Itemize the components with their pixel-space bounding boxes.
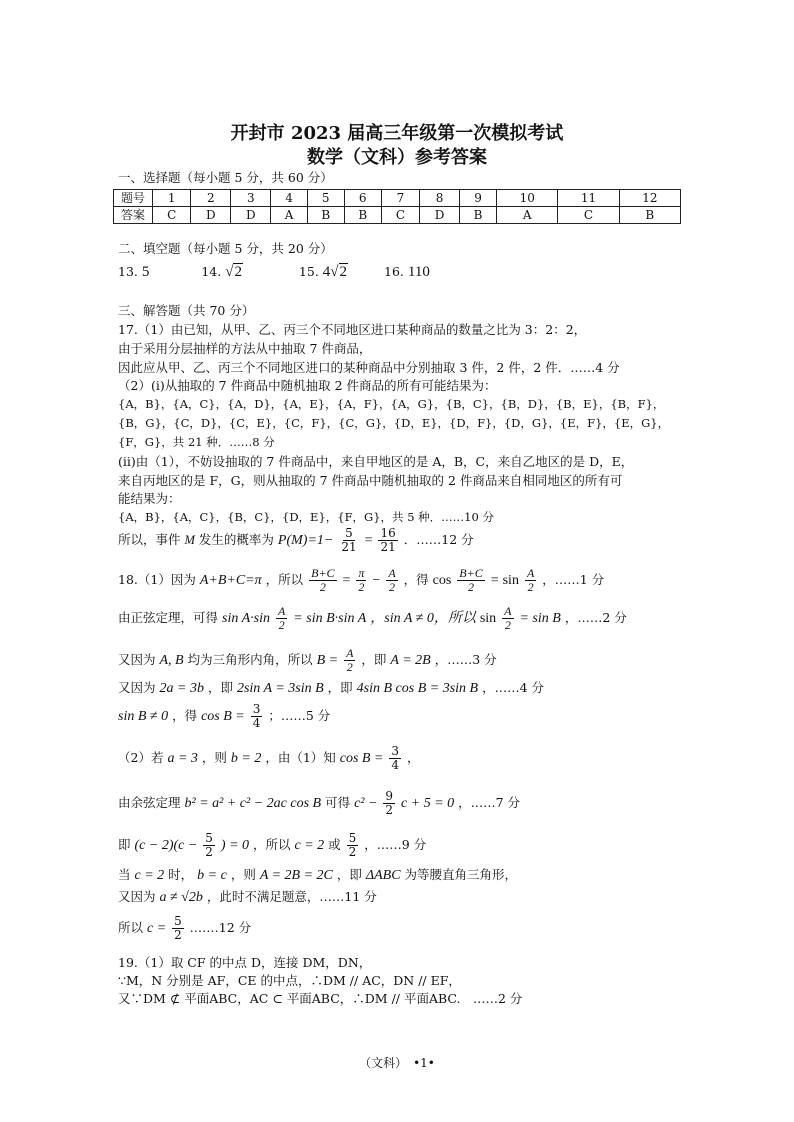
table-cell: C — [381, 207, 419, 224]
table-cell: 3 — [231, 190, 271, 207]
table-cell: 10 — [497, 190, 558, 207]
table-cell: D — [191, 207, 231, 224]
answer-key-title: 数学（文科）参考答案 — [307, 147, 487, 168]
question-number-row — [114, 190, 681, 207]
text-line: {F，G}，共 21 种．……8 分 — [118, 435, 275, 449]
text-line: 因此应从甲、乙、丙三个不同地区进口的某种商品中分别抽取 3 件，2 件，2 件．……4 分 — [118, 360, 620, 375]
q15-answer: 4√2 — [322, 264, 348, 280]
answer-row — [114, 207, 681, 224]
q14-answer: √2 — [225, 264, 242, 280]
section-fill-header: 二、填空题（每小题 5 分，共 20 分） — [118, 241, 333, 256]
q14-label: 14. — [201, 264, 222, 279]
section-choice-header: 一、选择题（每小题 5 分，共 60 分） — [118, 170, 333, 185]
table-cell: A — [497, 207, 558, 224]
q13-answer: 5 — [141, 264, 150, 280]
choice-answer-table — [113, 189, 681, 224]
text-line: ∵M，N 分别是 AF，CE 的中点，∴DM // AC，DN // EF， — [118, 973, 461, 988]
table-cell: D — [420, 207, 460, 224]
row-label: 答案 — [114, 207, 153, 224]
math-line: 又因为 A, B 均为三角形内角，所以 B = $\frac{A}{2}$ ，即 A = 2B ，……3 分 — [118, 646, 497, 675]
math-line: 所以 c = $\frac{5}{2}$ .……12 分 — [118, 914, 252, 943]
table-cell: C — [558, 207, 619, 224]
math-line: 由正弦定理，可得 sin A·sin $\frac{A}{2}$ = sin B·sin A ，sin A ≠ 0，所以 sin $\frac{A}{2}$ = sin B ，……2 分 — [118, 604, 627, 633]
row-label: 题号 — [114, 190, 153, 207]
table-cell: B — [460, 207, 497, 224]
math-line: 18.（1）因为 A+B+C=π ，所以 $\frac{B+C}{2}$ = $\frac{\pi}{2}$ − $\frac{A}{2}$ ，得 cos $\frac{B+C}{2}$ = sin $\frac{A}{2}$ ，……1 分 — [118, 566, 605, 595]
table-cell: A — [271, 207, 307, 224]
math-line: 又因为 a ≠ √2b ，此时不满足题意，……11 分 — [118, 889, 377, 905]
math-line: 当 c = 2 时， b = c ，则 A = 2B = 2C ，即 ΔABC 为等腰直角三角形， — [118, 867, 518, 883]
table-cell: 12 — [619, 190, 680, 207]
table-cell: 5 — [307, 190, 344, 207]
fill-answers — [118, 262, 430, 282]
table-cell: 2 — [191, 190, 231, 207]
table-cell: 1 — [153, 190, 191, 207]
math-line: sin B ≠ 0 ，得 cos B = $\frac{3}{4}$ ；……5 分 — [118, 702, 331, 731]
exam-title: 开封市 2023 届高三年级第一次模拟考试 — [230, 123, 564, 144]
text-line: {B，G}，{C，D}，{C，E}，{C，F}，{C，G}，{D，E}，{D，F}，{D，G}，{E，F}，{E，G}， — [118, 416, 670, 430]
text-line: （2）(ⅰ)从抽取的 7 件商品中随机抽取 2 件商品的所有可能结果为： — [118, 378, 497, 393]
math-line: 由余弦定理 b² = a² + c² − 2ac cos B 可得 c² − $\frac{9}{2}$ c + 5 = 0 ，……7 分 — [118, 789, 521, 818]
text-line: {A，B}，{A，C}，{B，C}，{D，E}，{F，G}，共 5 种．……10 分 — [118, 510, 494, 524]
table-cell: 8 — [420, 190, 460, 207]
page-footer: （文科） •1• — [359, 1056, 435, 1070]
text-line: 由于采用分层抽样的方法从中抽取 7 件商品， — [118, 341, 372, 356]
table-cell: C — [153, 207, 191, 224]
section-solve-header: 三、解答题（共 70 分） — [118, 303, 255, 318]
q16-label: 16. — [384, 264, 404, 279]
text-line: {A，B}，{A，C}，{A，D}，{A，E}，{A，F}，{A，G}，{B，C}，{B，D}，{B，E}，{B，F}， — [118, 397, 665, 411]
table-cell: B — [344, 207, 381, 224]
table-cell: 4 — [271, 190, 307, 207]
text-line: 19.（1）取 CF 的中点 D，连接 DM，DN， — [118, 955, 372, 970]
table-cell: B — [619, 207, 680, 224]
q13-label: 13. — [118, 264, 138, 279]
text-line: 又∵DM ⊄ 平面ABC，AC ⊂ 平面ABC，∴DM // 平面ABC. ……2 分 — [118, 991, 523, 1006]
table-cell: 6 — [344, 190, 381, 207]
text-line: 能结果为： — [118, 491, 181, 506]
math-line: 又因为 2a = 3b ，即 2sin A = 3sin B ，即 4sin B cos B = 3sin B ，……4 分 — [118, 680, 545, 696]
table-cell: B — [307, 207, 344, 224]
text-line: 来自丙地区的是 F，G，则从抽取的 7 件商品中随机抽取的 2 件商品来自相同地区的所有可 — [118, 473, 623, 488]
text-line: (ⅱ)由（1），不妨设抽取的 7 件商品中，来自甲地区的是 A，B，C，来自乙地区的是 D，E， — [118, 454, 634, 469]
math-line: （2）若 a = 3 ，则 b = 2 ，由（1）知 cos B = $\frac{3}{4}$ ， — [118, 744, 420, 773]
math-line: 即 (c − 2)(c − $\frac{5}{2}$ ) = 0 ，所以 c = 2 或 $\frac{5}{2}$ ，……9 分 — [118, 831, 427, 860]
probability-line: 所以，事件 M 发生的概率为 P(M)=1− $\frac{5}{21}$ = $\frac{16}{21}$ ．……12 分 — [118, 526, 474, 555]
text-line: 17.（1）由已知，从甲、乙、丙三个不同地区进口某种商品的数量之比为 3：2：2， — [118, 322, 587, 337]
q16-answer: 110 — [407, 264, 430, 280]
table-cell: 11 — [558, 190, 619, 207]
q15-label: 15. — [298, 264, 319, 279]
table-cell: 9 — [460, 190, 497, 207]
table-cell: D — [231, 207, 271, 224]
table-cell: 7 — [381, 190, 419, 207]
